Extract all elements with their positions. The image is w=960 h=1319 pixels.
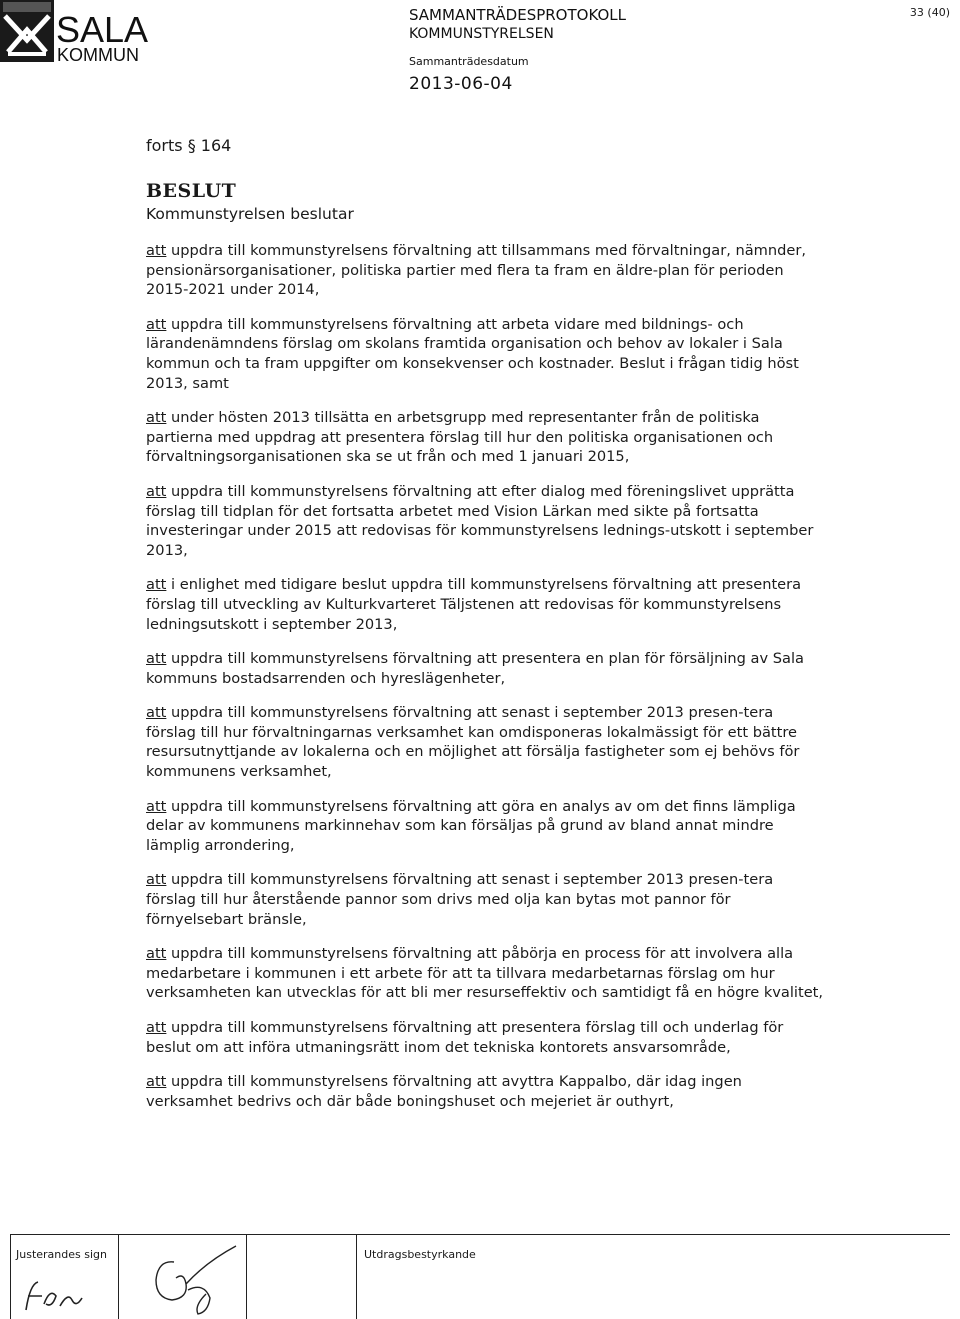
- decision-body: [146, 241, 826, 1126]
- logo-name: SALA: [56, 9, 149, 50]
- paragraph-text: under hösten 2013 tillsätta en arbetsgrupp med representanter från de politiska partierna med uppdrag att presentera förslag till hur den politiska organisationen och förvaltningsorganisationen ska se ut från och med 1 januari 2015,: [146, 409, 774, 466]
- footer-divider: [118, 1234, 119, 1319]
- decision-paragraph: [146, 1072, 826, 1111]
- decision-paragraph: [146, 870, 826, 929]
- footer-divider: [246, 1234, 247, 1319]
- decision-intro: Kommunstyrelsen beslutar: [146, 205, 354, 223]
- decision-paragraph: [146, 703, 826, 781]
- att-keyword: att: [146, 797, 167, 815]
- paragraph-text: uppdra till kommunstyrelsens förvaltning att senast i september 2013 presen-tera förslag till hur återstående pannor som drivs med olja kan bytas mot pannor för förnyelsebart bränsle,: [146, 871, 774, 928]
- att-keyword: att: [146, 871, 167, 889]
- paragraph-text: uppdra till kommunstyrelsens förvaltning att arbeta vidare med bildnings- och lärandenämndens förslag om skolans framtida organisation och behov av lokaler i Sala kommun och ta fram uppgifter om konsekvenser och kostnader. Beslut i frågan tidig höst 2013, samt: [146, 315, 799, 392]
- signature-initials-2: [136, 1242, 246, 1318]
- footer-divider: [356, 1234, 357, 1319]
- paragraph-text: uppdra till kommunstyrelsens förvaltning att presentera en plan för försäljning av Sala kommuns bostadsarrenden och hyreslägenheter,: [146, 650, 804, 687]
- signature-initials-1: [20, 1274, 90, 1316]
- protocol-title: SAMMANTRÄDESPROTOKOLL: [409, 6, 626, 24]
- logo-subtitle: KOMMUN: [57, 45, 139, 65]
- paragraph-text: uppdra till kommunstyrelsens förvaltning att påbörja en process för att involvera alla medarbetare i kommunen i ett arbete för att ta tillvara medarbetarnas förslag om hur verksamheten kan utvecklas för att bli mer resurseffektiv och samtidigt få en högre kvalitet,: [146, 945, 824, 1002]
- paragraph-text: uppdra till kommunstyrelsens förvaltning att senast i september 2013 presen-tera förslag till hur förvaltningarnas verksamhet kan omdisponeras lokalmässigt för ett bättre resursutnyttjande av lokalerna och en möjlighet att försälja fastigheter som ej behövs för kommunens verksamhet,: [146, 704, 800, 781]
- decision-paragraph: [146, 1018, 826, 1057]
- decision-paragraph: [146, 482, 826, 560]
- decision-paragraph: [146, 944, 826, 1003]
- att-keyword: att: [146, 409, 167, 427]
- signature-footer: [10, 1234, 950, 1319]
- decision-paragraph: [146, 241, 826, 300]
- sign-label: Justerandes sign: [16, 1248, 107, 1261]
- decision-paragraph: [146, 408, 826, 467]
- committee-name: KOMMUNSTYRELSEN: [409, 26, 554, 42]
- paragraph-text: uppdra till kommunstyrelsens förvaltning att efter dialog med föreningslivet upprätta förslag till tidplan för det fortsatta arbetet med Vision Lärkan med sikte på fortsatta investeringar under 2015 att redovisas för kommunstyrelsens lednings-utskott i september 2013,: [146, 482, 814, 559]
- municipality-logo: [0, 0, 150, 65]
- att-keyword: att: [146, 704, 167, 722]
- footer-divider: [10, 1234, 950, 1235]
- meeting-date: 2013-06-04: [409, 74, 513, 94]
- paragraph-text: uppdra till kommunstyrelsens förvaltning att tillsammans med förvaltningar, nämnder, pensionärsorganisationer, politiska partier med flera ta fram en äldre-plan för perioden 2015-2021 under 2014,: [146, 242, 807, 299]
- footer-divider: [10, 1234, 11, 1319]
- decision-paragraph: [146, 797, 826, 856]
- section-reference: forts § 164: [146, 136, 232, 155]
- att-keyword: att: [146, 315, 167, 333]
- att-keyword: att: [146, 945, 167, 963]
- att-keyword: att: [146, 1019, 167, 1036]
- date-label: Sammanträdesdatum: [409, 55, 529, 68]
- page-number: 33 (40): [909, 6, 950, 19]
- att-keyword: att: [146, 1073, 167, 1091]
- paragraph-text: uppdra till kommunstyrelsens förvaltning att göra en analys av om det finns lämpliga delar av kommunens markinnehav som kan försäljas på grund av bland annat mindre lämplig arrondering,: [146, 797, 796, 854]
- att-keyword: att: [146, 650, 167, 668]
- decision-paragraph: [146, 649, 826, 688]
- decision-paragraph: [146, 315, 826, 393]
- decision-heading: BESLUT: [146, 180, 237, 202]
- att-keyword: att: [146, 576, 167, 594]
- coat-of-arms-icon: [0, 0, 54, 62]
- decision-paragraph: [146, 575, 826, 634]
- paragraph-text: i enlighet med tidigare beslut uppdra till kommunstyrelsens förvaltning att presentera förslag till utveckling av Kulturkvarteret Täljstenen att redovisas för kommunstyrelsens ledningsutskott i september 2013,: [146, 576, 802, 633]
- att-keyword: att: [146, 482, 167, 500]
- paragraph-text: uppdra till kommunstyrelsens förvaltning att avyttra Kappalbo, där idag ingen verksamhet bedrivs och där både boningshuset och mejeriet är outhyrt,: [146, 1073, 742, 1110]
- paragraph-text: uppdra till kommunstyrelsens förvaltning att presentera förslag till och underlag för beslut om att införa utmaningsrätt inom det tekniska kontorets ansvarsområde,: [146, 1019, 784, 1056]
- att-keyword: att: [146, 242, 167, 259]
- extract-label: Utdragsbestyrkande: [364, 1248, 476, 1261]
